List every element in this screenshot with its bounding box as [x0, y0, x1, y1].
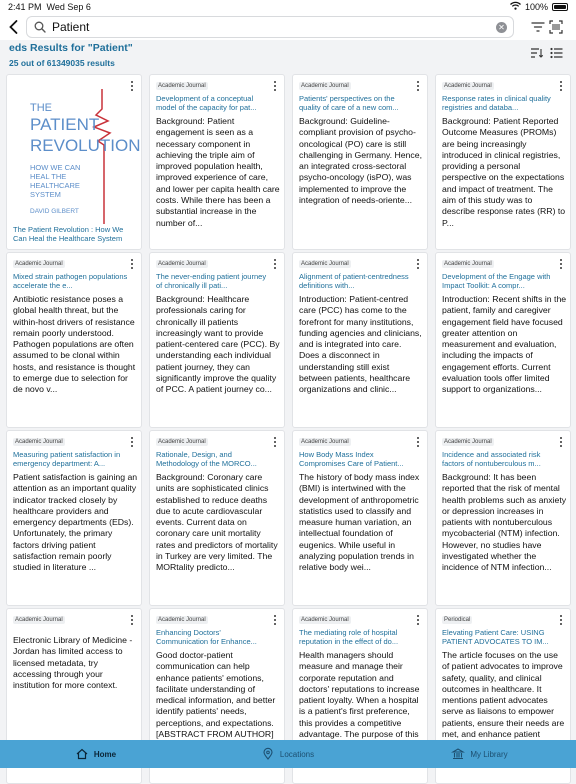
result-title[interactable]: Measuring patient satisfaction in emergency department: A... — [13, 450, 121, 468]
clear-search-icon[interactable]: ✕ — [496, 22, 507, 33]
result-type-badge: Academic Journal — [444, 261, 492, 267]
result-card[interactable] — [435, 430, 571, 606]
result-type-badge: Academic Journal — [301, 439, 349, 445]
tab-home[interactable] — [0, 740, 192, 768]
result-title[interactable]: Development of a conceptual model of the capacity for pat... — [156, 94, 257, 112]
result-title[interactable]: How Body Mass Index Compromises Care of Patient... — [299, 450, 404, 468]
book-result-card[interactable] — [6, 74, 142, 250]
result-title[interactable]: Rationale, Design, and Methodology of the MORCO... — [156, 450, 257, 468]
more-options-icon[interactable] — [271, 79, 279, 93]
result-abstract: The history of body mass index (BMI) is intertwined with the development of anthropometric statistics used to classify and measure human variation, an intellectual foundation of eugenics. While useful in analyzing population trends in relative body wei... — [299, 472, 420, 573]
result-abstract: Good doctor-patient communication can help enhance patients' emotions, facilitate understanding of medical information, and better identify patients' needs, perceptions, and expectations. [ABSTRACT FROM AUTHOR] — [156, 650, 276, 740]
more-options-icon[interactable] — [128, 257, 136, 271]
barcode-scan-icon[interactable] — [548, 19, 564, 35]
result-abstract: The article focuses on the use of patient advocates to improve safety, quality, and clinical outcomes in healthcare. It mentions patient advocates serve as liaisons to empower patients, ensure their needs are met, and enhance patient — [442, 650, 565, 740]
more-options-icon[interactable] — [414, 79, 422, 93]
back-button[interactable] — [0, 14, 26, 40]
wifi-icon — [510, 2, 521, 12]
result-type-badge: Academic Journal — [15, 617, 63, 623]
status-bar — [0, 0, 576, 14]
svg-text:THE: THE — [30, 102, 52, 114]
result-title[interactable]: Response rates in clinical quality registries and databa... — [442, 94, 551, 112]
result-card[interactable] — [149, 252, 285, 428]
more-options-icon[interactable] — [557, 435, 565, 449]
result-card[interactable] — [435, 74, 571, 250]
list-view-icon[interactable] — [549, 46, 563, 60]
top-bar — [0, 14, 576, 40]
result-abstract: Background: Guideline-compliant provision of psycho-oncological (PO) care is still challenging in Germany. Hence, an integrated cross-sectoral psycho-oncology (isPO), was implemented to improve the integration of needs-oriente... — [299, 116, 422, 206]
more-options-icon[interactable] — [557, 79, 565, 93]
svg-text:REVOLUTION: REVOLUTION — [30, 136, 141, 155]
tab-my-library[interactable] — [384, 740, 576, 768]
result-abstract: Health managers should measure and manage their corporate reputation and doctors' reputations to increase patient loyalty. When a hospital is a patient's first preference, this provides a competitive advantage. The purpose of this — [299, 650, 420, 740]
result-type-badge: Academic Journal — [444, 83, 492, 89]
status-date: Wed Sep 6 — [46, 2, 91, 12]
tab-locations[interactable] — [192, 740, 384, 768]
result-title[interactable]: Mixed strain pathogen populations accelerate the e... — [13, 272, 128, 290]
home-icon — [76, 748, 88, 760]
result-title[interactable]: The mediating role of hospital reputation in the effect of do... — [299, 628, 399, 646]
result-title[interactable]: Incidence and associated risk factors of nontuberculous m... — [442, 450, 541, 468]
result-type-badge: Academic Journal — [158, 617, 206, 623]
result-title[interactable]: Development of the Engage with Impact Toolkit: A compr... — [442, 272, 551, 290]
result-card[interactable] — [292, 74, 428, 250]
result-title[interactable]: Patients' perspectives on the quality of care of a new com... — [299, 94, 399, 112]
svg-text:DAVID GILBERT: DAVID GILBERT — [30, 208, 79, 215]
sort-icon[interactable] — [530, 46, 544, 60]
result-abstract: Background: Patient engagement is seen as a necessary component in achieving the triple aim of improved population health, improved experience of care, and lower per capita health care costs. While there has been a substantial increase in the number of... — [156, 116, 280, 228]
results-title: eds Results for "Patient" — [9, 42, 133, 54]
result-abstract: Background: Healthcare professionals caring for chronically ill patients increasingly want to provide patient-centered care (PCC). By understanding each individual patient journey, they can significantly improve the quality of PCC. A patient journey co... — [156, 294, 280, 395]
result-card[interactable] — [6, 430, 142, 606]
library-icon — [452, 748, 464, 760]
result-card[interactable] — [292, 430, 428, 606]
result-type-badge: Academic Journal — [15, 261, 63, 267]
results-header — [9, 42, 133, 68]
bottom-tab-bar — [0, 740, 576, 768]
location-pin-icon — [262, 748, 274, 760]
result-card[interactable] — [435, 252, 571, 428]
result-type-badge: Academic Journal — [444, 439, 492, 445]
status-time: 2:41 PM — [8, 2, 42, 12]
more-options-icon[interactable] — [128, 613, 136, 627]
result-abstract: Electronic Library of Medicine - Jordan has limited access to licensed metadata, try accessing through your institution for more context. — [13, 635, 133, 691]
result-title[interactable]: Alignment of patient-centredness definitions with... — [299, 272, 409, 290]
result-abstract: Background: Patient Reported Outcome Measures (PROMs) are being increasingly introduced in clinical registries, providing a personal perspective on the expectations and impact of treatment. The aim of this study was to describe response rates (RR) to P... — [442, 116, 566, 228]
more-options-icon[interactable] — [414, 613, 422, 627]
result-card[interactable] — [149, 430, 285, 606]
result-type-badge: Academic Journal — [158, 83, 206, 89]
chevron-left-icon — [9, 20, 18, 34]
more-options-icon[interactable] — [271, 435, 279, 449]
result-type-badge: Academic Journal — [15, 439, 63, 445]
more-options-icon[interactable] — [271, 613, 279, 627]
result-abstract: Introduction: Patient-centred care (PCC) has come to the forefront for many institutions, funding agencies and clinicians, and is integrated into care. Does a disconnect in understanding still exist between patients, healthcare organizations and clinic... — [299, 294, 422, 395]
more-options-icon[interactable] — [557, 613, 565, 627]
battery-percent: 100% — [524, 2, 548, 12]
book-cover-image — [24, 89, 141, 224]
more-options-icon[interactable] — [414, 435, 422, 449]
svg-text:SYSTEM: SYSTEM — [30, 190, 61, 199]
result-abstract: Background: Coronary care units are sophisticated clinics established to reduce deaths due to acute cardiovascular events. Current data on coronary care unit mortality rates and predictors of mortality in Turkey are very limited. The MORtality predicto... — [156, 472, 278, 573]
result-abstract: Antibiotic resistance poses a global health threat, but the within-host drivers of resistance remain poorly understood. Pathogen populations are often assumed to be clonal within hosts, and resistance is thought to emerge due to selection for de novo v... — [13, 294, 136, 395]
result-type-badge: Academic Journal — [301, 617, 349, 623]
search-icon — [33, 20, 47, 34]
results-count: 25 out of 61349035 results — [9, 58, 115, 68]
search-input[interactable] — [52, 20, 472, 34]
result-card[interactable] — [6, 252, 142, 428]
tab-label: Locations — [279, 749, 315, 759]
result-card[interactable] — [292, 252, 428, 428]
result-type-badge: Academic Journal — [158, 439, 206, 445]
more-options-icon[interactable] — [128, 435, 136, 449]
svg-text:HEAL THE: HEAL THE — [30, 172, 67, 181]
result-type-badge: Academic Journal — [301, 83, 349, 89]
more-options-icon[interactable] — [128, 79, 136, 93]
result-title[interactable]: The Patient Revolution : How We Can Heal the Healthcare System — [13, 225, 124, 243]
result-title[interactable]: Enhancing Doctors' Communication for Enhance... — [156, 628, 257, 646]
more-options-icon[interactable] — [414, 257, 422, 271]
result-abstract: Background: It has been reported that the risk of mental health problems such as anxiety or depression increases in patients with nontuberculous mycobacterial (NTM) infection. However, no studies have investigated whether the incidence of NTM infection... — [442, 472, 567, 573]
search-bar[interactable] — [26, 16, 514, 38]
result-card[interactable] — [149, 74, 285, 250]
svg-text:PATIENT: PATIENT — [30, 115, 100, 134]
more-options-icon[interactable] — [271, 257, 279, 271]
result-title[interactable]: Elevating Patient Care: USING PATIENT ADVOCATES TO IM... — [442, 628, 549, 646]
more-options-icon[interactable] — [557, 257, 565, 271]
result-type-badge: Periodical — [444, 617, 471, 623]
result-type-badge: Academic Journal — [158, 261, 206, 267]
result-abstract: Introduction: Recent shifts in the patient, family and caregiver engagement field have focused greater attention on measurement and evaluation, including the impacts of engagement efforts. Current evaluation tools offer limited support to organizations... — [442, 294, 567, 395]
tab-label: Home — [93, 749, 117, 759]
result-type-badge: Academic Journal — [301, 261, 349, 267]
svg-text:HEALTHCARE: HEALTHCARE — [30, 181, 80, 190]
result-abstract: Patient satisfaction is gaining an attention as an important quality indicator tracked closely by healthcare providers and emergency departments (EDs). Unfortunately, the primary factors driving patient satisfaction remain poorly studied in literature ... — [13, 472, 138, 573]
result-title[interactable]: The never-ending patient journey of chronically ill pati... — [156, 272, 267, 290]
svg-text:HOW WE CAN: HOW WE CAN — [30, 163, 81, 172]
tab-label: My Library — [470, 749, 508, 759]
filter-icon[interactable] — [530, 19, 546, 35]
battery-icon — [552, 3, 568, 11]
